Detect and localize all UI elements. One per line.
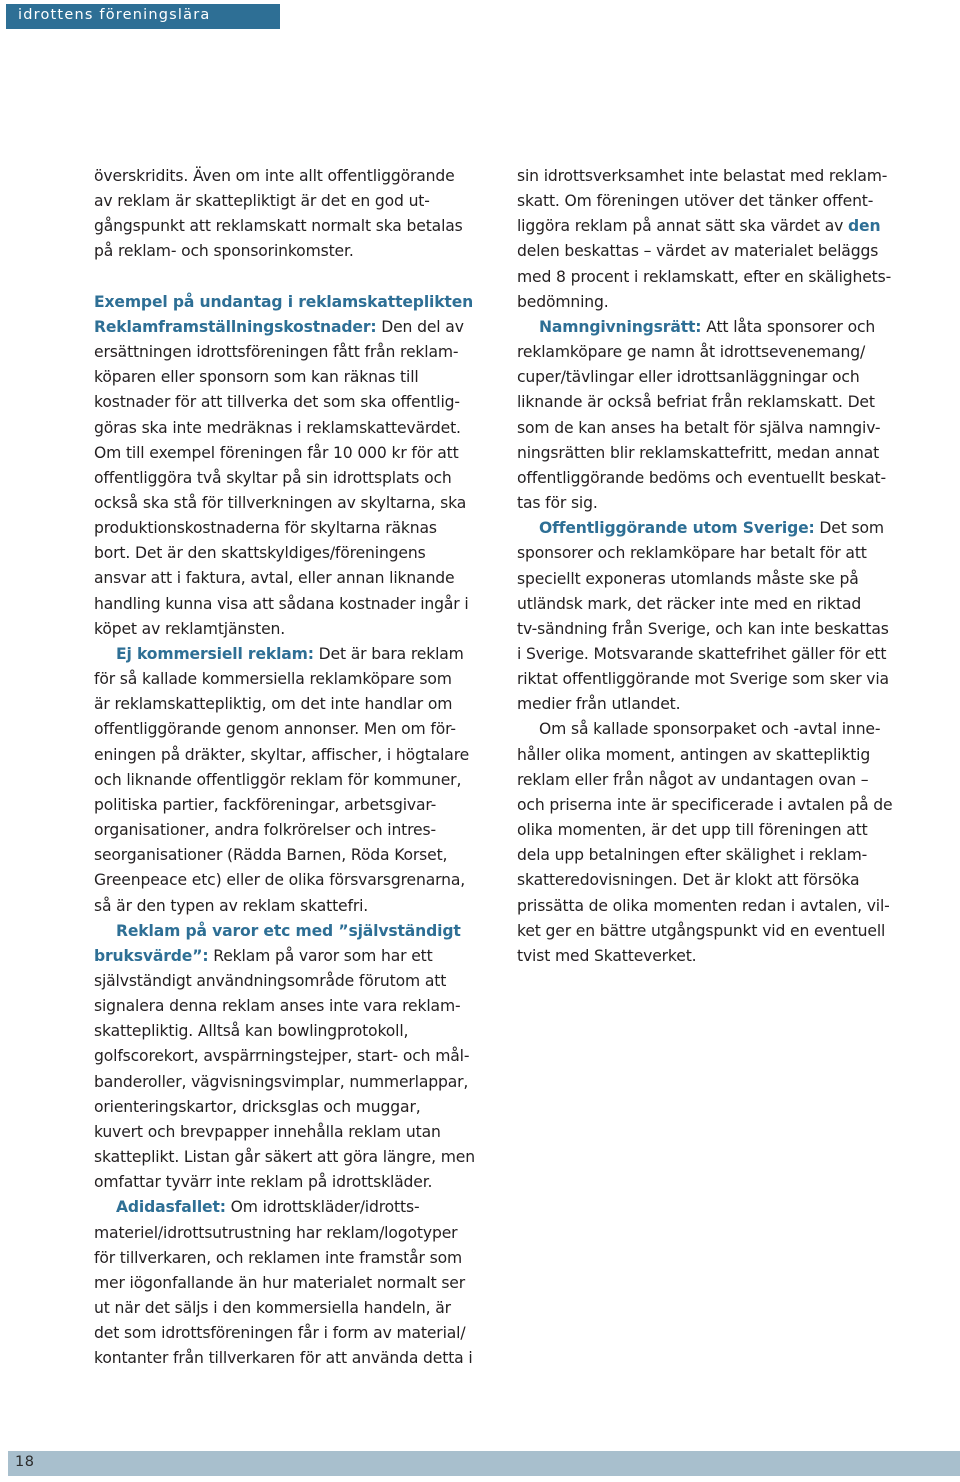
term-label: den xyxy=(848,217,881,236)
header-title: idrottens föreningslära xyxy=(18,7,211,23)
text-line: speciellt exponeras utomlands måste ske på xyxy=(517,569,859,588)
text-line: köparen eller sponsorn som kan räknas till xyxy=(94,368,419,387)
term-label: Reklamframställningskostnader: xyxy=(94,317,377,336)
text-line: håller olika moment, antingen av skattepliktig xyxy=(517,745,871,764)
text-line: bort. Det är den skattskyldiges/föreningens xyxy=(94,544,426,563)
text-line: sponsorer och reklamköpare har betalt för att xyxy=(517,544,867,563)
text-line: också ska stå för tillverkningen av skyltarna, ska xyxy=(94,494,467,513)
text-line: Reklamframställningskostnader: Den del av xyxy=(94,317,464,336)
right-column xyxy=(517,164,897,969)
text-line: ut när det säljs i den kommersiella handeln, är xyxy=(94,1299,451,1318)
text-line: med 8 procent i reklamskatt, efter en skälighets- xyxy=(517,267,892,286)
term-label: bruksvärde”: xyxy=(94,946,209,965)
text-line: köpet av reklamtjänsten. xyxy=(94,619,286,638)
text-line: mer iögonfallande än hur materialet normalt ser xyxy=(94,1273,466,1292)
text-line: seorganisationer (Rädda Barnen, Röda Korset, xyxy=(94,846,448,865)
text-line: liggöra reklam på annat sätt ska värdet av den xyxy=(517,217,881,236)
text-line: gångspunkt att reklamskatt normalt ska betalas xyxy=(94,217,463,236)
text-line: utländsk mark, det räcker inte med en riktad xyxy=(517,594,862,613)
text-line: i Sverige. Motsvarande skattefrihet gäller för ett xyxy=(517,644,887,663)
text-line: riktat offentliggörande mot Sverige som sker via xyxy=(517,670,889,689)
page-number: 18 xyxy=(15,1454,35,1470)
text-line: är reklamskattepliktig, om det inte handlar om xyxy=(94,695,453,714)
text-line: omfattar tyvärr inte reklam på idrottskläder. xyxy=(94,1173,433,1192)
text-line: offentliggöra två skyltar på sin idrottsplats och xyxy=(94,468,452,487)
text-line: skatteplikt. Listan går säkert att göra längre, men xyxy=(94,1148,475,1167)
text-line: ket ger en bättre utgångspunkt vid en eventuell xyxy=(517,921,886,940)
text-line: eningen på dräkter, skyltar, affischer, i högtalare xyxy=(94,745,470,764)
text-line: självständigt användningsområde förutom att xyxy=(94,971,447,990)
text-line: och liknande offentliggör reklam för kommuner, xyxy=(94,770,462,789)
text-line: tv-sändning från Sverige, och kan inte beskattas xyxy=(517,619,889,638)
text-line: liknande är också befriat från reklamskatt. Det xyxy=(517,393,875,412)
header-bar xyxy=(6,4,280,29)
paragraph xyxy=(517,516,897,717)
text-line: som de kan anses ha betalt för själva namngiv- xyxy=(517,418,881,437)
paragraph xyxy=(94,290,474,642)
text-line: det som idrottsföreningen får i form av material/ xyxy=(94,1324,466,1343)
text-line: delen beskattas – värdet av materialet beläggs xyxy=(517,242,879,261)
text-line: medier från utlandet. xyxy=(517,695,681,714)
text-line: offentliggörande genom annonser. Men om för- xyxy=(94,720,456,739)
text-line: Ej kommersiell reklam: Det är bara reklam xyxy=(116,644,464,663)
text-line: sin idrottsverksamhet inte belastat med reklam- xyxy=(517,167,888,185)
text-line: så är den typen av reklam skattefri. xyxy=(94,896,369,915)
text-line: politiska partier, fackföreningar, arbetsgivar- xyxy=(94,795,437,814)
text-line: prissätta de olika momenten redan i avtalen, vil- xyxy=(517,896,890,915)
text-line: överskridits. Även om inte allt offentliggörande xyxy=(94,167,455,185)
text-line: ningsrätten blir reklamskattefritt, medan annat xyxy=(517,443,880,462)
text-line: för så kallade kommersiella reklamköpare som xyxy=(94,670,452,689)
text-line: banderoller, vägvisningsvimplar, nummerlappar, xyxy=(94,1072,469,1091)
paragraph xyxy=(94,642,474,919)
text-line: Greenpeace etc) eller de olika försvarsgrenarna, xyxy=(94,871,466,890)
text-line: Offentliggörande utom Sverige: Det som xyxy=(539,519,884,538)
text-line: för tillverkaren, och reklamen inte framstår som xyxy=(94,1248,463,1267)
text-line: skatteredovisningen. Det är klokt att försöka xyxy=(517,871,860,890)
text-line: skattepliktig. Alltså kan bowlingprotokoll, xyxy=(94,1022,409,1041)
text-line: Adidasfallet: Om idrottskläder/idrotts- xyxy=(116,1198,420,1217)
text-line: bedömning. xyxy=(517,292,609,311)
text-line: cuper/tävlingar eller idrottsanläggningar och xyxy=(517,368,860,387)
paragraph xyxy=(517,717,897,969)
page-number-box xyxy=(8,1451,38,1476)
text-line: golfscorekort, avspärrningstejper, start- och mål- xyxy=(94,1047,470,1066)
text-line: ersättningen idrottsföreningen fått från reklam- xyxy=(94,343,459,362)
term-label: Ej kommersiell reklam: xyxy=(116,644,314,663)
term-label: Adidasfallet: xyxy=(116,1198,226,1217)
paragraph xyxy=(517,164,897,315)
text-line: handling kunna visa att sådana kostnader ingår i xyxy=(94,594,469,613)
text-line: reklamköpare ge namn åt idrottsevenemang/ xyxy=(517,343,866,362)
text-line: ansvar att i faktura, avtal, eller annan liknande xyxy=(94,569,455,588)
footer-bar xyxy=(8,1451,960,1476)
text-line: offentliggörande bedöms och eventuellt beskat- xyxy=(517,468,886,487)
text-line: kontanter från tillverkaren för att använda detta i xyxy=(94,1349,473,1368)
text-line: bruksvärde”: Reklam på varor som har ett xyxy=(94,946,433,965)
text-line: organisationer, andra folkrörelser och intres- xyxy=(94,821,436,840)
paragraph xyxy=(94,1195,474,1371)
text-line: orienteringskartor, dricksglas och muggar, xyxy=(94,1097,421,1116)
text-line: göras ska inte medräknas i reklamskattevärdet. xyxy=(94,418,461,437)
text-line: tvist med Skatteverket. xyxy=(517,946,697,965)
text-line: olika momenten, är det upp till föreningen att xyxy=(517,821,868,840)
text-line: kostnader för att tillverka det som ska offentlig- xyxy=(94,393,460,412)
term-label: Namngivningsrätt: xyxy=(539,317,702,336)
text-line: av reklam är skattepliktigt är det en god ut- xyxy=(94,192,430,211)
text-line: produktionskostnaderna för skyltarna räknas xyxy=(94,519,437,538)
paragraph xyxy=(94,919,474,1196)
text-line: och priserna inte är specificerade i avtalen på de xyxy=(517,795,893,814)
text-line: Om så kallade sponsorpaket och -avtal inne- xyxy=(539,720,881,739)
text-line: skatt. Om föreningen utöver det tänker offent- xyxy=(517,192,874,211)
term-label: Offentliggörande utom Sverige: xyxy=(539,519,815,538)
term-label: Reklam på varor etc med ”självständigt xyxy=(116,921,461,940)
text-line: Namngivningsrätt: Att låta sponsorer och xyxy=(539,317,876,336)
text-line: tas för sig. xyxy=(517,494,598,513)
text-line: signalera denna reklam anses inte vara reklam- xyxy=(94,997,461,1016)
text-line: reklam eller från något av undantagen ovan – xyxy=(517,770,869,789)
paragraph xyxy=(517,315,897,516)
text-line: kuvert och brevpapper innehålla reklam utan xyxy=(94,1122,441,1141)
text-line: materiel/idrottsutrustning har reklam/logotyper xyxy=(94,1223,458,1242)
paragraph xyxy=(94,164,474,265)
text-line: på reklam- och sponsorinkomster. xyxy=(94,242,354,261)
text-line: dela upp betalningen efter skälighet i reklam- xyxy=(517,846,868,865)
left-column xyxy=(94,164,474,1371)
text-line: Om till exempel föreningen får 10 000 kr för att xyxy=(94,443,459,462)
section-heading: Exempel på undantag i reklamskatteplikten xyxy=(94,292,474,311)
